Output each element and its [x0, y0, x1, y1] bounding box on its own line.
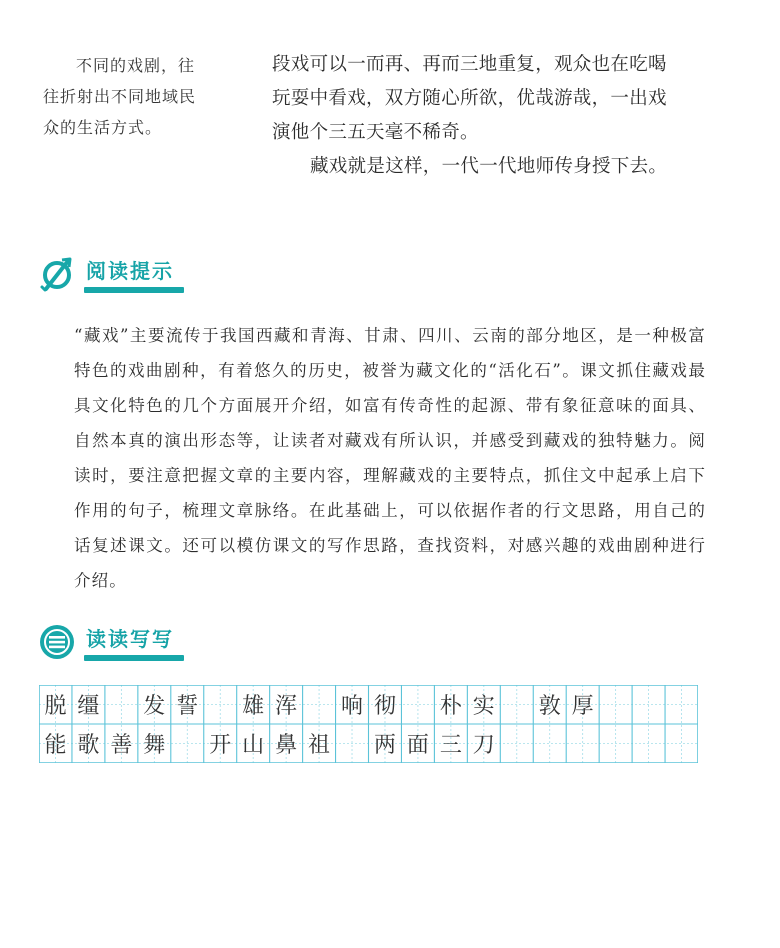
title-underline	[84, 655, 184, 661]
grid-character: 舞	[143, 733, 166, 758]
grid-character: 敦	[538, 694, 561, 719]
grid-character: 歌	[77, 733, 100, 758]
reading-tip-paragraph: “藏戏”主要流传于我国西藏和青海、甘肃、四川、云南的部分地区，是一种极富特色的戏曲剧种，有着悠久的历史，被誉为藏文化的“活化石”。课文抓住藏戏最具文化特色的几个方面展开介绍，如富有传奇性的起源、带有象征意味的面具、自然本真的演出形态等，让读者对藏戏有所认识，并感受到藏戏的独特魅力。阅读时，要注意把握文章的主要内容，理解藏戏的主要特点，抓住文中起承上启下作用的句子，梳理文章脉络。在此基础上，可以依据作者的行文思路，用自己的话复述课文。还可以模仿课文的写作思路，查找资料，对感兴趣的戏曲剧种进行介绍。	[74, 326, 706, 590]
grid-character: 脱	[44, 694, 67, 719]
grid-character: 缰	[77, 694, 100, 719]
main-text-line: 演他个三五天毫不稀奇。	[272, 122, 479, 143]
side-note-line: 众的生活方式。	[43, 118, 163, 137]
grid-character: 面	[406, 733, 429, 758]
grid-character: 刀	[472, 733, 495, 758]
grid-character: 响	[341, 694, 364, 719]
grid-character: 善	[110, 733, 133, 758]
grid-character: 浑	[275, 694, 298, 719]
grid-character: 能	[44, 733, 67, 758]
grid-character: 山	[242, 733, 265, 758]
grid-character: 雄	[242, 694, 265, 719]
read-write-title: 读读写写	[86, 627, 174, 651]
grid-character: 实	[472, 694, 495, 719]
side-note	[43, 50, 223, 143]
reading-tip-title: 阅读提示	[86, 259, 174, 283]
read-write-header	[38, 621, 238, 667]
grid-character: 誓	[176, 694, 199, 719]
grid-character: 彻	[373, 694, 396, 719]
grid-character: 祖	[308, 733, 331, 758]
main-text	[272, 48, 712, 184]
side-note-line: 往折射出不同地域民	[43, 87, 197, 106]
main-text-line: 玩耍中看戏，双方随心所欲，优哉游哉，一出戏	[272, 88, 667, 109]
main-text-line: 段戏可以一而再、再而三地重复，观众也在吃喝	[272, 54, 667, 75]
reading-tip-header	[38, 253, 238, 299]
character-grid	[39, 685, 698, 763]
title-underline	[84, 287, 184, 293]
grid-character: 发	[143, 694, 166, 719]
grid-character: 两	[373, 733, 396, 758]
reading-tip-icon	[38, 255, 76, 293]
grid-character: 开	[209, 733, 232, 758]
list-icon	[38, 623, 76, 661]
grid-character: 厚	[571, 694, 594, 719]
grid-character: 鼻	[275, 733, 298, 758]
side-note-line: 不同的戏剧，往	[76, 56, 196, 75]
grid-character: 朴	[439, 694, 462, 719]
reading-tip-text	[38, 318, 706, 598]
main-text-line: 藏戏就是这样，一代一代地师传身授下去。	[310, 156, 668, 177]
grid-character: 三	[439, 733, 462, 758]
